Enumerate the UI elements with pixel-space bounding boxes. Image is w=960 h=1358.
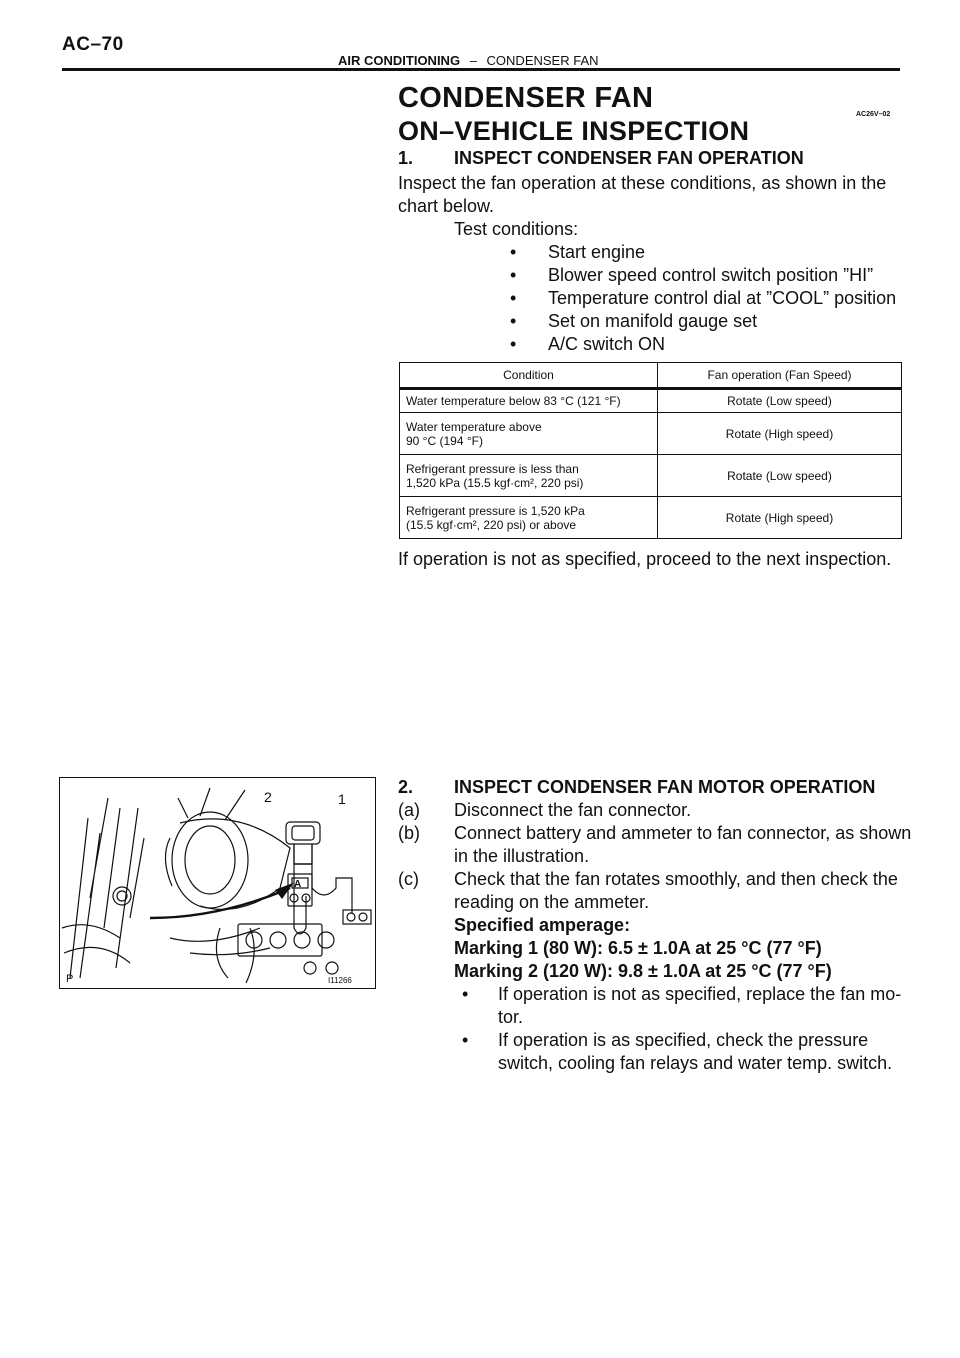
step2-c-label: (c) <box>398 869 419 889</box>
step2-b-line1: Connect battery and ammeter to fan connector, as shown <box>454 823 912 843</box>
step2-bullet2-line2: switch, cooling fan relays and water temp. switch. <box>498 1053 893 1073</box>
condition-item: Blower speed control switch position ”HI” <box>548 265 874 285</box>
fan-motor-illustration <box>60 778 375 988</box>
table-cell-result: Rotate (Low speed) <box>658 455 902 497</box>
running-header <box>338 53 599 68</box>
table-header: Fan operation (Fan Speed) <box>658 363 902 389</box>
table-cell-condition <box>400 389 658 413</box>
step2-heading: INSPECT CONDENSER FAN MOTOR OPERATION <box>454 777 876 797</box>
figure-label-2: 2 <box>264 789 272 805</box>
step2-bullet1-line1: If operation is not as specified, replace the fan mo- <box>498 984 902 1004</box>
step2-bullet2-line1: If operation is as specified, check the pressure <box>498 1030 869 1050</box>
condition-item: Start engine <box>548 242 646 262</box>
table-row <box>400 497 902 539</box>
bullet-icon: • <box>510 265 517 285</box>
table-cell-result: Rotate (High speed) <box>658 413 902 455</box>
figure-label-1: 1 <box>338 791 346 807</box>
condition-item: Set on manifold gauge set <box>548 311 758 331</box>
cell-text: 1,520 kPa (15.5 kgf·cm², 220 psi) <box>406 475 584 490</box>
document-code: AC26V–02 <box>856 111 891 118</box>
bullet-icon: • <box>462 1030 469 1050</box>
page-number: AC–70 <box>62 34 124 55</box>
step2-c-line1: Check that the fan rotates smoothly, and then check the <box>454 869 898 889</box>
spec-title: Specified amperage: <box>454 915 631 935</box>
table-header: Condition <box>400 363 658 389</box>
figure-label-p: P <box>66 973 74 985</box>
table-row <box>400 413 902 455</box>
step2-a-label: (a) <box>398 800 420 820</box>
illustration-figure <box>59 777 376 989</box>
figure-label-a: A <box>294 879 302 890</box>
table-cell-condition <box>400 413 658 455</box>
cell-text: Water temperature above <box>406 419 542 434</box>
table-cell-condition <box>400 497 658 539</box>
step1-number: 1. <box>398 148 414 168</box>
cell-text: (15.5 kgf·cm², 220 psi) or above <box>406 517 577 532</box>
bullet-icon: • <box>510 334 517 354</box>
spec-marking-2: Marking 2 (120 W): 9.8 ± 1.0A at 25 °C (77 °F) <box>454 961 832 981</box>
step2-c-line2: reading on the ammeter. <box>454 892 650 912</box>
step2-b-label: (b) <box>398 823 420 843</box>
table-cell-result: Rotate (High speed) <box>658 497 902 539</box>
step2-b-line2: in the illustration. <box>454 846 590 866</box>
table-cell-condition <box>400 455 658 497</box>
header-section: AIR CONDITIONING <box>338 53 461 68</box>
fan-operation-table <box>399 362 902 539</box>
step2-number: 2. <box>398 777 414 797</box>
step1-note: If operation is not as specified, proceed to the next inspection. <box>398 549 892 569</box>
header-subsection: CONDENSER FAN <box>486 53 599 68</box>
cell-text: 90 °C (194 °F) <box>406 433 483 448</box>
condition-item: A/C switch ON <box>548 334 666 354</box>
table-row <box>400 455 902 497</box>
bullet-icon: • <box>510 242 517 262</box>
cell-text: Refrigerant pressure is less than <box>406 461 579 476</box>
bullet-icon: • <box>462 984 469 1004</box>
cell-text: Water temperature below 83 °C (121 °F) <box>406 394 621 408</box>
section-title: ON–VEHICLE INSPECTION <box>398 116 750 146</box>
step2-bullet1-line2: tor. <box>498 1007 524 1027</box>
page-title: CONDENSER FAN <box>398 82 654 114</box>
figure-code: I11266 <box>328 976 352 985</box>
step2-a-text: Disconnect the fan connector. <box>454 800 692 820</box>
table-cell-result: Rotate (Low speed) <box>658 389 902 413</box>
bullet-icon: • <box>510 288 517 308</box>
header-separator: – <box>469 53 477 68</box>
bullet-icon: • <box>510 311 517 331</box>
header-rule <box>62 68 900 71</box>
test-conditions-label: Test conditions: <box>454 219 579 239</box>
condition-item: Temperature control dial at ”COOL” position <box>548 288 897 308</box>
spec-marking-1: Marking 1 (80 W): 6.5 ± 1.0A at 25 °C (77 °F) <box>454 938 822 958</box>
step1-intro-line2: chart below. <box>398 196 495 216</box>
step1-intro-line1: Inspect the fan operation at these conditions, as shown in the <box>398 173 887 193</box>
table-header-row <box>400 363 902 389</box>
cell-text: Refrigerant pressure is 1,520 kPa <box>406 503 585 518</box>
table-row <box>400 389 902 413</box>
step1-heading: INSPECT CONDENSER FAN OPERATION <box>454 148 804 168</box>
